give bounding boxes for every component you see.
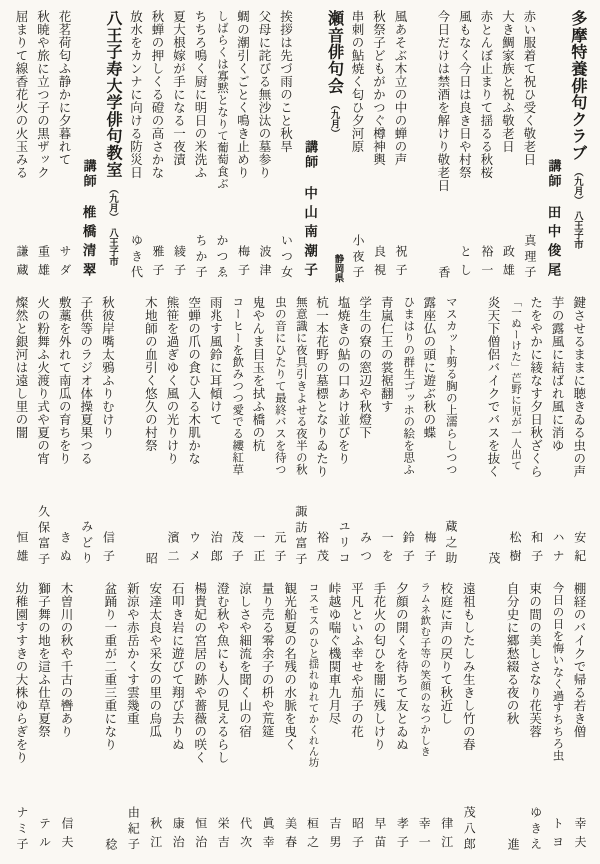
haiku-entry <box>238 582 252 854</box>
author-name: ユリコ <box>337 520 352 568</box>
haiku-text: 自分史に郷愁綴る夜の秋 <box>505 582 520 725</box>
haiku-text: 木地師の血引く悠久の村祭 <box>143 296 158 452</box>
haiku-text: 秋暁や旅に立つ子の黒ザック <box>35 10 50 179</box>
haiku-band-3 <box>14 582 586 854</box>
haiku-text: 盆踊り一重が二重三重になり <box>102 582 117 751</box>
haiku-entry <box>358 296 372 568</box>
author-name: 眞幸 <box>261 816 276 854</box>
section-title: 八王子寿大学俳句教室 <box>104 10 122 178</box>
haiku-entry <box>443 296 456 568</box>
author-name: 小夜子 <box>350 234 365 282</box>
lecturer-column <box>79 10 96 282</box>
haiku-text: 燦然と銀河は遠し里の闇 <box>14 296 28 439</box>
haiku-band-2 <box>14 296 586 568</box>
author-name: 幸一 <box>417 816 432 854</box>
haiku-entry <box>479 10 493 282</box>
author-name: 鈴子 <box>401 530 416 568</box>
region-label-top: 八王子市 <box>571 211 582 250</box>
section-title-column <box>325 10 343 282</box>
haiku-entry <box>215 10 228 282</box>
author-name: 幸夫 <box>572 816 587 854</box>
haiku-entry <box>129 10 143 282</box>
haiku-text: 平凡といふ幸せや茄子の花 <box>349 582 364 738</box>
author-name: 孝子 <box>395 816 410 854</box>
haiku-entry <box>350 10 364 282</box>
author-name: トヨ <box>550 816 565 854</box>
lecturer-column <box>300 10 317 282</box>
haiku-entry <box>260 582 274 854</box>
author-name: 雅子 <box>151 244 166 282</box>
author-name: ウメ <box>187 530 202 568</box>
author-name: サダ <box>58 244 72 282</box>
author-name: 良視 <box>372 244 387 282</box>
haiku-entry <box>484 582 519 854</box>
haiku-entry <box>215 582 229 854</box>
haiku-text: 手花火の匂ひを闇に残しけり <box>371 582 386 751</box>
haiku-entry <box>522 10 536 282</box>
haiku-entry <box>57 296 71 568</box>
author-name: きぬ <box>58 530 73 568</box>
haiku-text: 杭一本花野の墓標となりゐたり <box>314 296 329 478</box>
haiku-entry <box>150 10 164 282</box>
author-name: 茂 <box>486 552 501 568</box>
author-name: 謙蔵 <box>15 244 29 282</box>
haiku-text: 「一ぬーけた」芒野に児が一人出て <box>509 296 521 471</box>
month-label: （九月） <box>328 100 339 139</box>
author-name: 律江 <box>439 816 454 854</box>
haiku-entry <box>14 582 28 854</box>
author-name: 茂八郎 <box>462 806 477 854</box>
author-name: 桓之 <box>305 816 320 854</box>
section-title: 多摩特養俳句クラブ <box>568 10 586 162</box>
haiku-text: 鍵させるままに聴きゐる虫の声 <box>571 296 586 478</box>
month-label: （九月） <box>107 184 118 223</box>
author-name: ゆき代 <box>129 234 144 282</box>
author-name: 進 <box>506 838 521 854</box>
author-name: 政雄 <box>501 244 516 282</box>
haiku-entry <box>57 10 71 282</box>
lecturer-label: 講師 <box>303 140 319 171</box>
haiku-entry <box>422 296 436 568</box>
author-name: みつ <box>358 530 373 568</box>
haiku-text: 風あそぶ木立の中の蝉の声 <box>392 10 407 166</box>
haiku-entry <box>193 582 207 854</box>
haiku-entry <box>148 582 162 854</box>
haiku-entry <box>122 296 157 568</box>
author-name: みどり <box>79 520 94 568</box>
haiku-text: 観光船夏の名残の水脈を曳く <box>282 582 297 751</box>
haiku-text: 雨兆す風鈴に耳傾けて <box>208 296 223 426</box>
haiku-text: 鬼やんま目玉を拭ふ橋の杭 <box>250 296 265 452</box>
haiku-entry <box>461 582 475 854</box>
author-name: 美春 <box>283 816 298 854</box>
haiku-text: 遠祖もしたしみ生きし竹の春 <box>461 582 476 751</box>
author-name: 一を <box>380 530 395 568</box>
haiku-entry <box>100 296 114 568</box>
haiku-entry <box>372 582 386 854</box>
haiku-text: 赤い服着て祝ひ受く敬老日 <box>521 10 536 166</box>
haiku-entry <box>79 296 93 568</box>
author-name: 蔵之助 <box>443 520 458 568</box>
haiku-entry <box>278 10 292 282</box>
haiku-text: コーヒーを飲みつつ愛でる縷紅草 <box>231 296 244 476</box>
haiku-text: 涼しさや細流を聞く山の宿 <box>237 582 252 738</box>
haiku-text: たをやかに綾なす夕日秋ざくら <box>528 296 543 478</box>
author-name: 梅子 <box>236 244 251 282</box>
haiku-entry <box>414 10 449 282</box>
author-name: 康治 <box>171 816 186 854</box>
author-name: テル <box>37 816 52 854</box>
author-name: 元子 <box>272 530 287 568</box>
section-title-column <box>568 10 586 282</box>
author-name: 香 <box>436 266 451 282</box>
haiku-entry <box>251 296 265 568</box>
haiku-entry <box>465 296 500 568</box>
author-name: 祝子 <box>393 244 408 282</box>
haiku-text: 幼稚園すすきの大株ゆらぎをり <box>14 582 28 764</box>
author-name: ハナ <box>551 530 566 568</box>
haiku-text: 屈まりて線香花火の火玉みる <box>14 10 28 179</box>
haiku-entry <box>283 582 297 854</box>
haiku-text: 秋祭子どもがかつぐ樽神輿 <box>371 10 386 166</box>
haiku-text: 串刺の鮎焼く匂ひ夕河原 <box>349 10 364 153</box>
haiku-text: 夏大根嫁が手になる一夜漬 <box>171 10 186 166</box>
author-name: 信夫 <box>59 816 74 854</box>
author-name: 安紀 <box>572 530 587 568</box>
haiku-entry <box>508 296 521 568</box>
haiku-text: 炎天下僧侶バイクでバスを抜く <box>485 296 500 478</box>
haiku-entry <box>336 296 350 568</box>
haiku-text: 獅子舞の地を這ふ仕草夏祭 <box>36 582 51 738</box>
author-name: 代次 <box>238 816 253 854</box>
haiku-text: 青嵐仁王の裳裾翻す <box>379 296 394 413</box>
haiku-text: 虫の音にひたりて最終バスを待つ <box>273 296 286 476</box>
haiku-text: マスカット剪る胸の上濡らしつつ <box>444 296 457 476</box>
section-title-column <box>103 10 121 282</box>
haiku-text: 火の粉舞ふ火渡り式や夏の宵 <box>35 296 50 465</box>
haiku-text: しばらくは寡黙となりて葡萄食ぶ <box>215 10 228 190</box>
haiku-entry <box>14 296 28 568</box>
haiku-text: 夕顔の開くを待ちて友とゐぬ <box>394 582 409 751</box>
haiku-text: 澄む秋や魚にも人の見えるらし <box>215 582 230 764</box>
haiku-text: 学生の寮の窓辺や秋燈下 <box>357 296 372 439</box>
section-title: 瀬音俳句会 <box>325 10 343 94</box>
haiku-text: 今日だけは禁酒を解けり敬老日 <box>435 10 450 192</box>
haiku-text: 蜩の潮引くごとく鳴き止めり <box>235 10 250 179</box>
haiku-entry <box>230 296 243 568</box>
haiku-entry <box>572 296 586 568</box>
author-name: 諏訪富子 <box>293 504 308 568</box>
author-name: 吉男 <box>327 816 342 854</box>
haiku-text: 熊笹を過ぎゆく風の光りけり <box>165 296 179 465</box>
haiku-entry <box>305 582 318 854</box>
author-name: とし <box>458 244 473 282</box>
haiku-text: 束の間の美しさなり花芙蓉 <box>527 582 542 738</box>
haiku-text: 敷藁を外れて南瓜の育ちをり <box>57 296 72 465</box>
haiku-text: 芋の露風に結ばれ風に消ゆ <box>550 296 565 452</box>
haiku-entry <box>401 296 414 568</box>
haiku-text: 放水をカンナに向ける防災日 <box>128 10 143 179</box>
haiku-text: コスモスのひと揺れゆれてかくれん坊 <box>307 582 319 768</box>
author-name: 重雄 <box>36 244 51 282</box>
haiku-text: 今日の日を悔いなく過すちちろ虫 <box>551 582 564 762</box>
haiku-text: 風もなく今日は良き日や村祭 <box>457 10 472 179</box>
haiku-text: ちちろ鳴く厨に明日の米洗ふ <box>193 10 208 179</box>
author-name: 裕茂 <box>315 530 330 568</box>
lecturer-label: 講師 <box>81 159 97 190</box>
author-name: 信子 <box>101 530 116 568</box>
haiku-entry <box>394 582 408 854</box>
haiku-text: ラムネ飲む子等の笑顔のなつかしき <box>419 582 431 757</box>
haiku-text: 挨拶は先づ雨のこと秋旱 <box>278 10 293 153</box>
haiku-entry <box>528 582 542 854</box>
region-label-bottom: 静岡県 <box>332 253 343 282</box>
haiku-entry <box>36 10 50 282</box>
haiku-text: 安達太良や采女の里の烏瓜 <box>147 582 162 738</box>
haiku-entry <box>439 582 453 854</box>
haiku-text: 花茗荷匂ふ静かに夕暮れて <box>57 10 71 166</box>
haiku-entry <box>417 582 430 854</box>
haiku-entry <box>379 296 393 568</box>
author-name: 恒雄 <box>15 530 29 568</box>
haiku-entry <box>59 582 73 854</box>
haiku-entry <box>257 10 271 282</box>
haiku-entry <box>550 582 563 854</box>
author-name: 恒治 <box>193 816 208 854</box>
author-name: ゆきえ <box>528 806 543 854</box>
haiku-text: ひまはりの群生ゴッホの絵を思ふ <box>402 296 415 476</box>
haiku-text: 校庭に声の戻りて秋近し <box>438 582 453 725</box>
haiku-entry <box>187 296 201 568</box>
lecturer-name: 椎橋清翠 <box>80 205 96 282</box>
haiku-text: 峠越ゆ喘ぐ機関車九月尽 <box>326 582 341 725</box>
month-label: （九月） <box>571 167 582 206</box>
haiku-entry <box>272 296 285 568</box>
haiku-entry <box>572 582 586 854</box>
haiku-entry <box>529 296 543 568</box>
lecturer-name: 中山南潮子 <box>302 186 318 282</box>
author-name: 波津 <box>257 244 272 282</box>
haiku-text: 大き鯛家族と祝ふ敬老日 <box>500 10 515 153</box>
haiku-text: 秋蝉の押しくる磴の高さかな <box>150 10 165 179</box>
section-title-group <box>325 10 343 141</box>
haiku-entry <box>193 10 207 282</box>
haiku-entry <box>327 582 341 854</box>
haiku-text: 塩焼きの鮎の口あけ並びをり <box>336 296 351 465</box>
region-label-top: 八王子市 <box>107 228 118 267</box>
haiku-text: 無意識に夜具引きよせる夜半の秋 <box>294 296 307 476</box>
haiku-text: 赤とんぼ止まりて揺るる秋桜 <box>478 10 493 179</box>
lecturer-column <box>543 10 560 282</box>
author-name: 茂子 <box>230 530 245 568</box>
haiku-entry <box>500 10 514 282</box>
haiku-text: 空蝉の爪の食ひ入る木肌かな <box>186 296 201 465</box>
haiku-text: 秋彼岸嘴太鴉ふりむけり <box>100 296 115 439</box>
section-title-group <box>103 10 121 266</box>
haiku-entry <box>36 582 50 854</box>
lecturer-name: 田中俊尾 <box>545 205 561 282</box>
haiku-text: 木曽川の秋や千古の轡あり <box>58 582 73 738</box>
author-name: 栄吉 <box>216 816 231 854</box>
author-name: 和子 <box>529 530 544 568</box>
author-name: 稔 <box>103 838 118 854</box>
author-name: 昭子 <box>350 816 365 854</box>
author-name: ナミ子 <box>15 806 29 854</box>
haiku-entry <box>293 296 306 568</box>
haiku-entry <box>14 10 28 282</box>
haiku-text: 楊貴妃の宮居の跡や薔薇の咲く <box>192 582 207 764</box>
author-name: 昭 <box>144 552 159 568</box>
haiku-text: 新涼や赤岳かくす雲幾重 <box>125 582 140 725</box>
haiku-text: 子供等のラジオ体操夏果つる <box>78 296 93 465</box>
author-name: 真理子 <box>522 234 537 282</box>
haiku-text: 父母に詫びる無沙汰の墓参り <box>256 10 271 179</box>
author-name: 濱二 <box>166 530 180 568</box>
haiku-entry <box>314 296 328 568</box>
author-name: かつゑ <box>214 234 229 282</box>
author-name: 秋江 <box>148 816 163 854</box>
haiku-entry <box>349 582 363 854</box>
author-name: ちか子 <box>194 234 209 282</box>
author-name: 裕一 <box>479 244 494 282</box>
author-name: 久保富子 <box>36 504 51 568</box>
haiku-entry <box>208 296 222 568</box>
haiku-entry <box>172 10 186 282</box>
haiku-entry <box>81 582 116 854</box>
author-name: 綾子 <box>172 244 187 282</box>
haiku-text: 露座仏の頭に遊ぶ秋の蝶 <box>421 296 436 439</box>
section-title-group <box>568 10 586 249</box>
haiku-text: 量り売る零余子の枡や荒筵 <box>260 582 275 738</box>
author-name: 由紀子 <box>126 806 141 854</box>
author-name: いつ女 <box>279 234 294 282</box>
author-name: 治郎 <box>209 530 224 568</box>
author-name: 一正 <box>251 530 266 568</box>
haiku-band-1 <box>14 10 586 282</box>
author-name: 梅子 <box>422 530 437 568</box>
haiku-entry <box>550 296 564 568</box>
haiku-entry <box>235 10 249 282</box>
haiku-entry <box>165 296 179 568</box>
author-name: 松樹 <box>507 530 522 568</box>
author-name: 早苗 <box>372 816 387 854</box>
lecturer-label: 講師 <box>546 159 562 190</box>
haiku-entry <box>36 296 50 568</box>
haiku-entry <box>125 582 139 854</box>
haiku-text: 棚経のバイクで帰る若き僧 <box>571 582 586 738</box>
haiku-entry <box>457 10 471 282</box>
haiku-text: 石叩き岩に遊びて翔び去りぬ <box>170 582 185 751</box>
haiku-entry <box>170 582 184 854</box>
haiku-entry <box>393 10 407 282</box>
haiku-entry <box>371 10 385 282</box>
